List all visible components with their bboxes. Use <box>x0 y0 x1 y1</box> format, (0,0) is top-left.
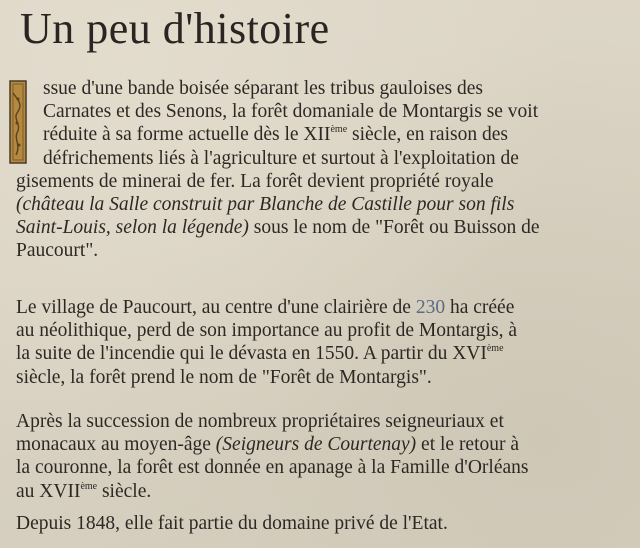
text-line: siècle, la forêt prend le nom de "Forêt de Montargis". <box>16 366 432 388</box>
text-line: Carnates et des Senons, la forêt domaniale de Montargis se voit <box>43 101 539 123</box>
text-line: Saint-Louis, selon la légende) sous le nom de "Forêt ou Buisson de <box>16 217 540 239</box>
text-line: ssue d'une bande boisée séparant les tribus gauloises des <box>43 78 483 99</box>
text-line: Paucourt". <box>16 240 99 262</box>
paragraph-owners <box>16 410 620 503</box>
sign-title: Un peu d'histoire <box>20 4 330 53</box>
text-line: au XVIIème siècle. <box>16 480 152 502</box>
paragraph-state <box>16 512 620 535</box>
text-line: au néolithique, perd de son importance au profit de Montargis, à <box>16 320 518 342</box>
text-line: défrichements liés à l'agriculture et surtout à l'exploitation de <box>43 147 519 169</box>
text-line: Le village de Paucourt, au centre d'une clairière de 230 ha créée <box>16 297 515 318</box>
text-line: la couronne, la forêt est donnée en apanage à la Famille d'Orléans <box>16 457 529 479</box>
text-line: Depuis 1848, elle fait partie du domaine privé de l'Etat. <box>16 513 448 534</box>
paragraph-origins <box>16 77 620 263</box>
text-line: (château la Salle construit par Blanche de Castille pour son fils <box>16 194 515 216</box>
text-line: réduite à sa forme actuelle dès le XIIème siècle, en raison des <box>43 124 508 146</box>
text-line: Après la succession de nombreux propriétaires seigneuriaux et <box>16 411 504 432</box>
paragraph-village <box>16 296 620 389</box>
text-line: la suite de l'incendie qui le dévasta en 1550. A partir du XVIème <box>16 343 504 365</box>
text-line: monacaux au moyen-âge (Seigneurs de Courtenay) et le retour à <box>16 434 520 456</box>
text-line: gisements de minerai de fer. La forêt devient propriété royale <box>16 170 494 192</box>
